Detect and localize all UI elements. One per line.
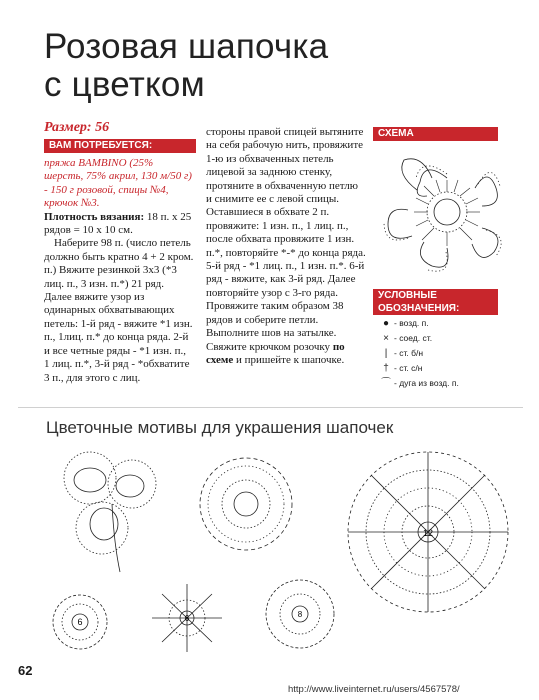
- title-line-1: Розовая шапочка: [44, 27, 329, 66]
- density-text: 18 п. х 25 рядов = 10 х 10 см.: [44, 210, 192, 237]
- density-label: Плотность вязания:: [44, 210, 145, 223]
- title-line-2: с цветком: [44, 65, 205, 104]
- motif-round-diagram: [258, 576, 344, 658]
- legend-item: [378, 346, 459, 361]
- slip-stitch-icon: ×: [383, 333, 389, 344]
- motif-flower-diagram: [196, 448, 296, 562]
- single-crochet-icon: |: [384, 348, 388, 359]
- page-number: 62: [18, 663, 33, 678]
- legend-list: [378, 316, 459, 391]
- legend-item: [378, 376, 459, 391]
- scheme-banner: СХЕМА: [373, 127, 498, 141]
- source-url: http://www.liveinternet.ru/users/4567578/: [288, 684, 460, 695]
- section-divider: [18, 407, 523, 408]
- legend-banner-line-2: ОБОЗНАЧЕНИЯ:: [378, 303, 460, 314]
- instructions-col2-a: стороны правой спицей вытяните на себя рабочую нить, провяжите 1-ю из обхваченных петель лицевой за заднюю стенку, протяните в обхваченную петлю и снимите ее с левой спицы. Оставшиеся в обхвате 2 п. провяжите: 1 изн. п., 1 лиц. п., после обхвата провяжите 1 изн. п.*, повторяйте *-* до конца ряда. 5-й ряд - *1 лиц. п., 1 изн. п.*. 6-й ряд - вяжите, как 3-й ряд. Далее повторяйте узор с 3-го ряда. Провяжите таким образом 38 рядов и соберите петли. Выполните шов на затылке. Свяжите крючком розочку: [206, 126, 366, 353]
- column-2: [206, 126, 366, 367]
- chain-stitch-icon: ●: [382, 318, 390, 329]
- column-1: [44, 157, 194, 385]
- legend-banner: [373, 289, 498, 315]
- legend-banner-line-1: УСЛОВНЫЕ: [378, 290, 437, 301]
- chain-arch-icon: ⌒: [381, 378, 391, 389]
- legend-item: [378, 331, 459, 346]
- motif-small-flower-diagram: [50, 592, 110, 652]
- materials-banner: ВАМ ПОТРЕБУЕТСЯ:: [44, 139, 196, 153]
- materials-text: пряжа BAMBINO (25% шерсть, 75% акрил, 130 м/50 г) - 150 г розовой, спицы №4, крючок №3.: [44, 157, 192, 210]
- legend-text: - ст. с/н: [394, 363, 423, 373]
- legend-text: - возд. п.: [394, 318, 429, 328]
- motif-number: 6: [184, 614, 190, 623]
- legend-text: - соед. ст.: [394, 333, 433, 343]
- legend-item: [378, 361, 459, 376]
- motif-number: 12: [422, 528, 434, 538]
- instructions-col1: Наберите 98 п. (число петель должно быть кратно 4 + 2 кром. п.) Вяжите резинкой 3х3 (*3 лиц. п., 3 изн. п.*) 21 ряд. Далее вяжите узор из одинарных обхватывающих петель: 1-й ряд - вяжите *1 изн. п., 1лиц. п.* до конца ряда. 2-й и все четные ряды - *1 изн. п., 1 лиц. п.*, 3-й ряд - *обхватите 3 п., для этого с лиц.: [44, 237, 194, 384]
- motif-number: 8: [297, 610, 303, 619]
- motif-large-diagram: [342, 446, 514, 618]
- motif-star-diagram: [132, 580, 242, 654]
- legend-item: [378, 316, 459, 331]
- double-crochet-icon: †: [383, 363, 389, 374]
- legend-text: - дуга из возд. п.: [394, 378, 459, 388]
- rose-scheme-diagram: [382, 148, 512, 276]
- size-label: Размер: 56: [44, 120, 110, 135]
- motif-clover-diagram: [50, 444, 170, 574]
- page-title: [44, 28, 328, 104]
- section-title: Цветочные мотивы для украшения шапочек: [46, 418, 394, 437]
- legend-text: - ст. б/н: [394, 348, 424, 358]
- scheme-link-text: по схеме: [206, 340, 345, 366]
- motif-number: 6: [77, 617, 83, 627]
- instructions-col2-b: и пришейте к шапочке.: [233, 353, 345, 366]
